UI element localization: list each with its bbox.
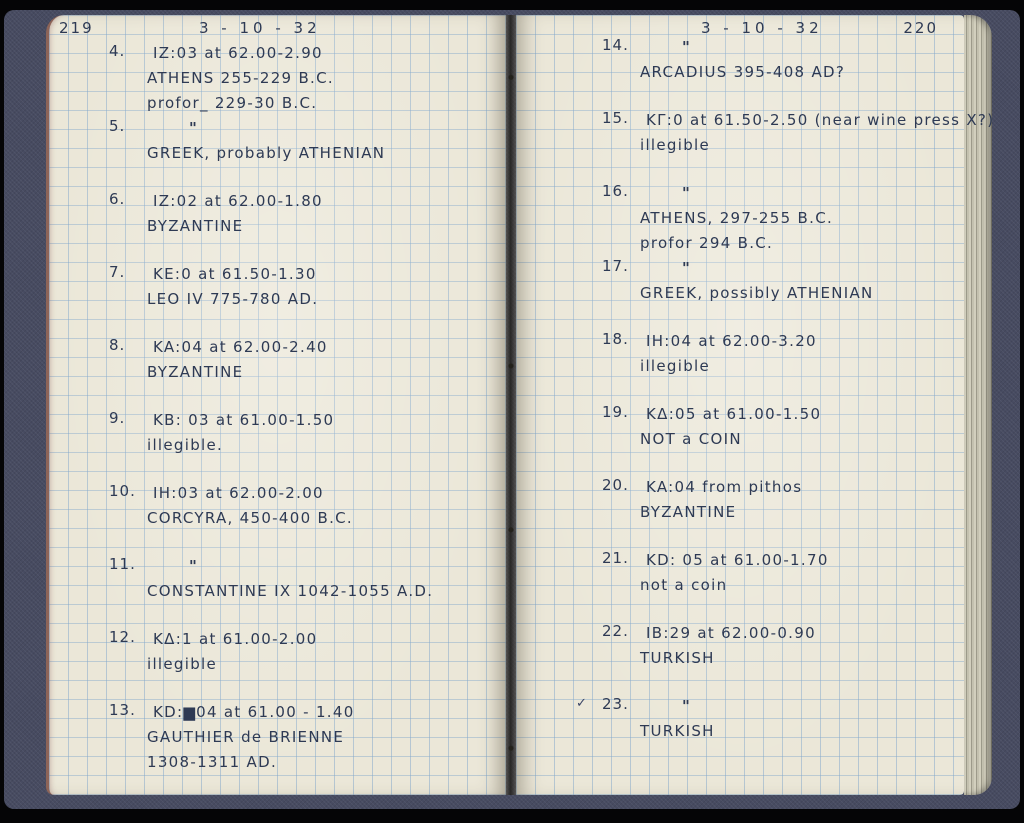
entry-number: 13. — [109, 701, 136, 719]
entry-lines — [147, 116, 506, 189]
entry-lines — [147, 41, 506, 116]
notebook-entry — [109, 481, 506, 554]
page-left — [46, 15, 506, 795]
entry-lines — [147, 481, 506, 554]
entry-number: 20. — [602, 476, 629, 494]
entry-line: LEO IV 775-780 AD. — [147, 290, 319, 308]
date-heading: 3 - 10 - 32 — [701, 19, 823, 37]
entry-lines — [640, 181, 964, 256]
entry-line: GAUTHIER de BRIENNE — [147, 728, 345, 746]
entry-number: 18. — [602, 330, 629, 348]
notebook-entry — [602, 108, 995, 181]
notebook-entry — [576, 694, 964, 767]
entry-lines — [640, 475, 964, 548]
notebook-entry — [109, 335, 506, 408]
notebook-entry — [109, 189, 506, 262]
entry-number: 11. — [109, 555, 136, 573]
notebook-entry — [109, 700, 506, 775]
entry-line: illegible. — [147, 436, 224, 454]
entry-number: 5. — [109, 117, 126, 135]
ditto-mark: " — [682, 38, 690, 56]
entry-number: 9. — [109, 409, 126, 427]
entry-lines — [147, 627, 506, 700]
notebook-entry — [109, 262, 506, 335]
entry-line: KΔ:1 at 61.00-2.00 — [153, 630, 318, 648]
entries-right — [516, 35, 995, 795]
notebook-entry — [109, 408, 506, 481]
entry-line: BYZANTINE — [147, 217, 244, 235]
entry-lines — [640, 256, 964, 329]
entry-lines — [640, 108, 995, 181]
notebook-entry — [602, 475, 964, 548]
entry-line: IB:29 at 62.00-0.90 — [646, 624, 816, 642]
entry-line: KD:▆04 at 61.00 - 1.40 — [153, 703, 355, 721]
entry-line: KA:04 at 62.00-2.40 — [153, 338, 328, 356]
entry-lines — [640, 402, 964, 475]
entry-line: illegible — [147, 655, 218, 673]
ditto-mark: " — [189, 119, 197, 137]
binding-gutter — [506, 15, 516, 795]
entry-number: 7. — [109, 263, 126, 281]
entries-left — [49, 41, 506, 795]
entry-number: 6. — [109, 190, 126, 208]
page-number: 220 — [903, 19, 938, 37]
ditto-mark: " — [682, 697, 690, 715]
entry-line: illegible — [640, 357, 711, 375]
entry-number: 8. — [109, 336, 126, 354]
notebook-entry — [602, 402, 964, 475]
entry-line: IH:03 at 62.00-2.00 — [153, 484, 324, 502]
entry-line: KΓ:0 at 61.50-2.50 (near wine press X?) — [646, 111, 995, 129]
entry-lines — [640, 694, 964, 767]
entry-number: 12. — [109, 628, 136, 646]
notebook-entry — [602, 621, 964, 694]
entry-line: NOT a COIN — [640, 430, 742, 448]
page-right — [516, 15, 995, 795]
entry-line: BYZANTINE — [640, 503, 737, 521]
entry-line: KD: 05 at 61.00-1.70 — [646, 551, 829, 569]
checkmark-icon: ✓ — [576, 696, 587, 711]
entry-number: 4. — [109, 42, 126, 60]
entry-line: TURKISH — [640, 649, 715, 667]
entry-lines — [147, 262, 506, 335]
notebook-entry — [109, 627, 506, 700]
notebook-entry — [602, 256, 964, 329]
entry-number: 21. — [602, 549, 629, 567]
notebook-spread — [46, 15, 995, 795]
entry-number: 14. — [602, 36, 629, 54]
entry-lines — [640, 329, 964, 402]
notebook-entry — [602, 181, 964, 256]
entry-line: GREEK, probably ATHENIAN — [147, 144, 386, 162]
entry-line: TURKISH — [640, 722, 715, 740]
entry-line: BYZANTINE — [147, 363, 244, 381]
entry-lines — [640, 548, 964, 621]
entry-line: KB: 03 at 61.00-1.50 — [153, 411, 335, 429]
entry-lines — [147, 408, 506, 481]
notebook-entry — [602, 548, 964, 621]
entry-line: IZ:03 at 62.00-2.90 — [153, 44, 323, 62]
entry-number: 22. — [602, 622, 629, 640]
entry-line: profor 294 B.C. — [640, 234, 774, 252]
entry-lines — [147, 700, 506, 775]
page-number: 219 — [59, 19, 94, 37]
notebook-entry — [602, 329, 964, 402]
entry-lines — [147, 335, 506, 408]
entry-lines — [640, 35, 964, 108]
ditto-mark: " — [189, 557, 197, 575]
notebook-entry — [602, 35, 964, 108]
entry-line: profor_ 229-30 B.C. — [147, 94, 318, 112]
entry-number: 16. — [602, 182, 629, 200]
entry-line: ATHENS, 297-255 B.C. — [640, 209, 834, 227]
entry-line: IZ:02 at 62.00-1.80 — [153, 192, 323, 210]
entry-number: 10. — [109, 482, 136, 500]
entry-number: 15. — [602, 109, 629, 127]
entry-line: illegible — [640, 136, 711, 154]
entry-line: IH:04 at 62.00-3.20 — [646, 332, 817, 350]
entry-lines — [147, 189, 506, 262]
ditto-mark: " — [682, 184, 690, 202]
notebook-entry — [109, 116, 506, 189]
entry-line: ARCADIUS 395-408 AD? — [640, 63, 846, 81]
entry-lines — [147, 554, 506, 627]
entry-line: CORCYRA, 450-400 B.C. — [147, 509, 353, 527]
entry-line: CONSTANTINE IX 1042-1055 A.D. — [147, 582, 434, 600]
entry-line: ATHENS 255-229 B.C. — [147, 69, 334, 87]
date-heading: 3 - 10 - 32 — [199, 19, 321, 37]
entry-lines — [640, 621, 964, 694]
entry-line: KA:04 from pithos — [646, 478, 803, 496]
entry-number: 23. — [602, 695, 629, 713]
entry-line: KE:0 at 61.50-1.30 — [153, 265, 317, 283]
ditto-mark: " — [682, 259, 690, 277]
entry-line: KΔ:05 at 61.00-1.50 — [646, 405, 822, 423]
entry-line: 1308-1311 AD. — [147, 753, 278, 771]
notebook-entry — [109, 554, 506, 627]
entry-line: not a coin — [640, 576, 728, 594]
entry-number: 17. — [602, 257, 629, 275]
entry-line: GREEK, possibly ATHENIAN — [640, 284, 874, 302]
notebook-entry — [109, 41, 506, 116]
entry-number: 19. — [602, 403, 629, 421]
